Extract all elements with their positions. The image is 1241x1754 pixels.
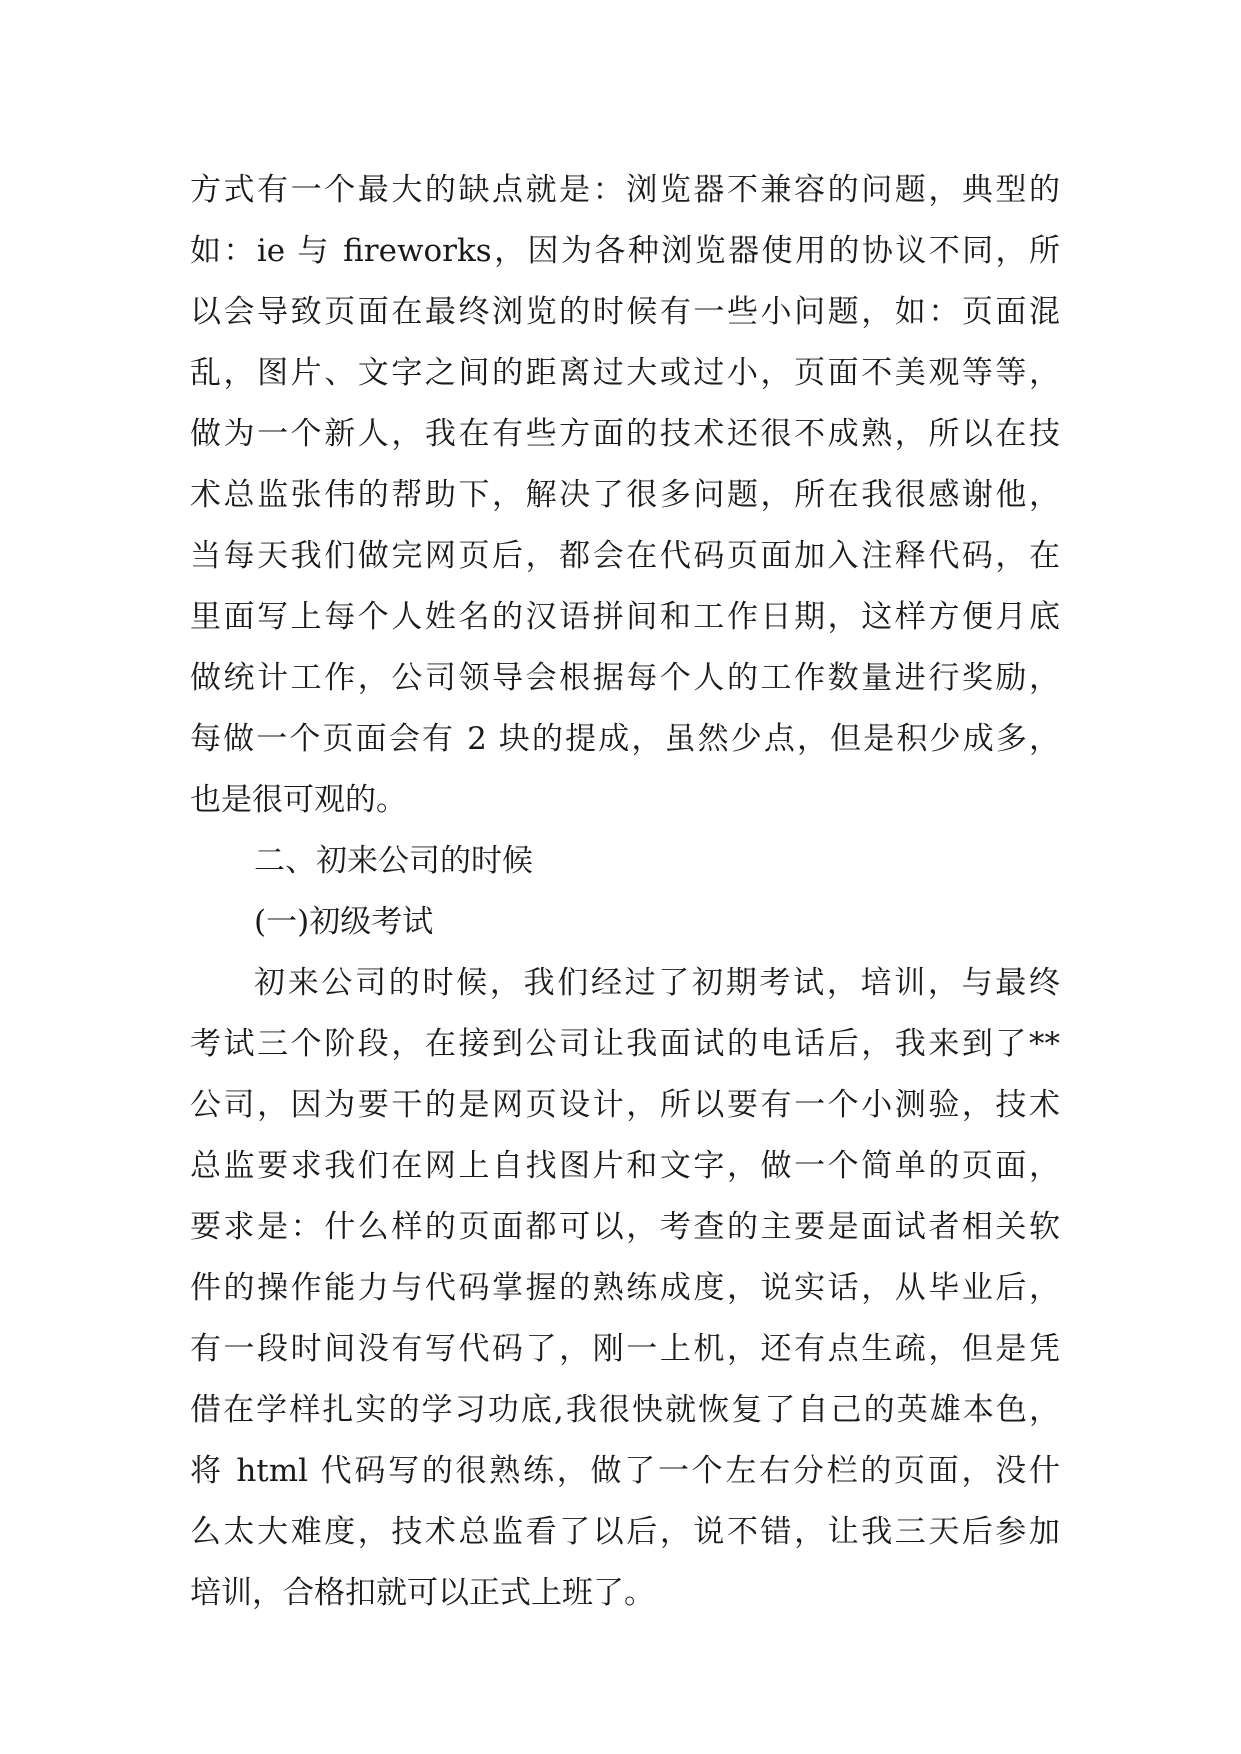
text-line: 初来公司的时候，我们经过了初期考试，培训，与最终	[254, 965, 1060, 1001]
text-line: 么太大难度，技术总监看了以后，说不错，让我三天后参加	[190, 1514, 1060, 1550]
document-body	[190, 160, 1060, 1624]
text-line: 做统计工作，公司领导会根据每个人的工作数量进行奖励，	[190, 660, 1060, 696]
text-line: 方式有一个最大的缺点就是：浏览器不兼容的问题，典型的	[190, 172, 1060, 208]
text-line: 培训，合格扣就可以正式上班了。	[190, 1575, 655, 1611]
text-line: 公司，因为要干的是网页设计，所以要有一个小测验，技术	[190, 1087, 1060, 1123]
text-line: 乱，图片、文字之间的距离过大或过小，页面不美观等等，	[190, 355, 1060, 391]
text-line: 将 html 代码写的很熟练，做了一个左右分栏的页面，没什	[190, 1453, 1060, 1489]
text-line: 也是很可观的。	[190, 782, 407, 818]
text-line: 总监要求我们在网上自找图片和文字，做一个简单的页面，	[190, 1148, 1060, 1184]
text-line: 考试三个阶段，在接到公司让我面试的电话后，我来到了**	[190, 1026, 1060, 1062]
text-line: 件的操作能力与代码掌握的熟练成度，说实话，从毕业后，	[190, 1270, 1060, 1306]
text-line: 当每天我们做完网页后，都会在代码页面加入注释代码，在	[190, 538, 1060, 574]
subsection-heading: (一)初级考试	[254, 904, 434, 940]
text-line: 有一段时间没有写代码了，刚一上机，还有点生疏，但是凭	[190, 1331, 1060, 1367]
text-line: 做为一个新人，我在有些方面的技术还很不成熟，所以在技	[190, 416, 1060, 452]
text-line: 术总监张伟的帮助下，解决了很多问题，所在我很感谢他，	[190, 477, 1060, 513]
text-line: 要求是：什么样的页面都可以，考查的主要是面试者相关软	[190, 1209, 1060, 1245]
text-line: 借在学样扎实的学习功底,我很快就恢复了自己的英雄本色，	[190, 1392, 1060, 1428]
text-line: 以会导致页面在最终浏览的时候有一些小问题，如：页面混	[190, 294, 1060, 330]
section-heading: 二、初来公司的时候	[254, 843, 533, 879]
text-line: 每做一个页面会有 2 块的提成，虽然少点，但是积少成多，	[190, 721, 1060, 757]
text-line: 如：ie 与 fireworks，因为各种浏览器使用的协议不同，所	[190, 233, 1060, 269]
text-line: 里面写上每个人姓名的汉语拼间和工作日期，这样方便月底	[190, 599, 1060, 635]
